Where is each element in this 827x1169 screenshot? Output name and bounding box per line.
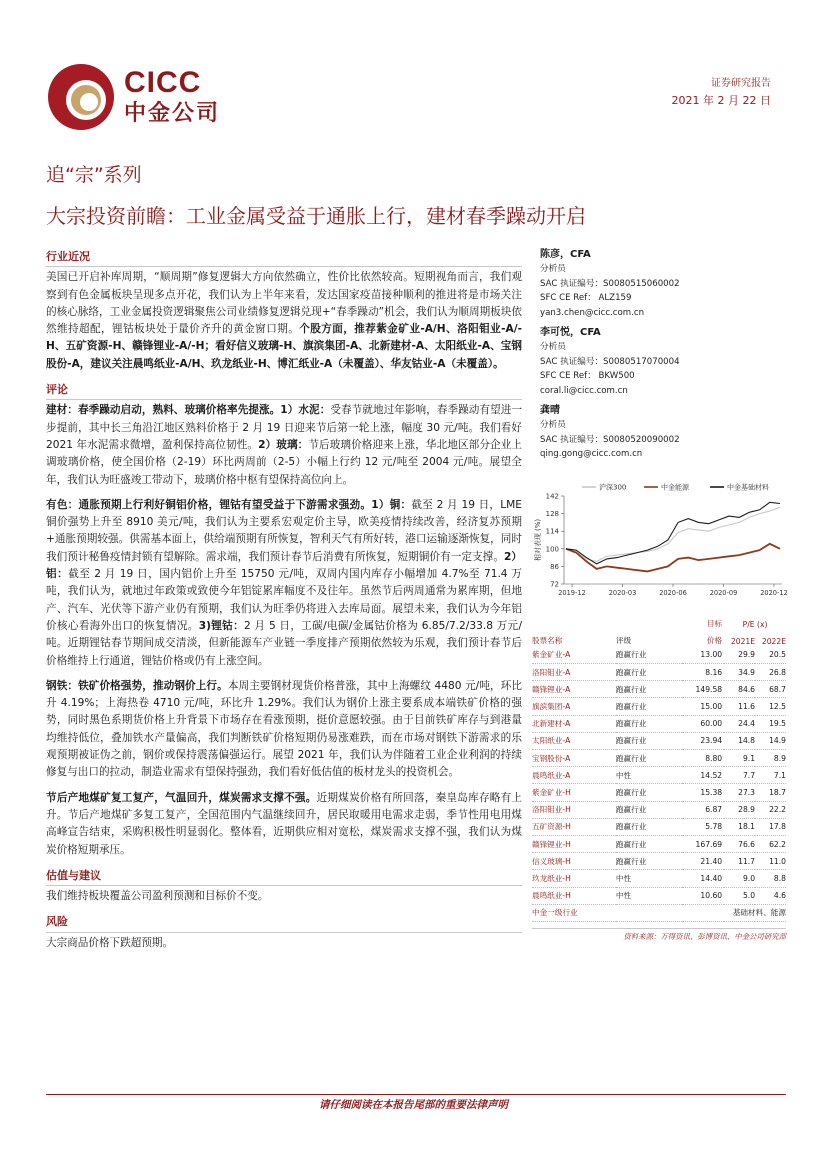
table-row	[532, 887, 786, 904]
table-row	[532, 835, 786, 852]
building-bold-2: 2）玻璃：	[258, 438, 309, 451]
stock-pe-2022: 14.9	[769, 736, 786, 746]
stock-pe-2022: 19.5	[769, 719, 786, 729]
stock-target: 8.16	[705, 667, 723, 677]
document-type: 证券研究报告	[711, 78, 771, 89]
table-row	[532, 818, 786, 835]
stock-target: 15.00	[700, 702, 723, 712]
building-text-2: 节后玻璃价格迎来上涨，华北地区部分企业上调玻璃价格，使全国价格（2-19）环比两周前（2-5）小幅上行约 12 元/吨至 2004 元/吨。展望全年，我们认为旺盛竣工带动下，玻璃价格中枢有望保持高位向上。	[46, 438, 523, 486]
analyst-role: 分析员	[540, 264, 566, 274]
building-text-1: 受春节就地过年影响，春季躁动有望进一步提前，其中长三角沿江地区熟料价格于 2 月 19 日迎来节后第一轮上涨，幅度 30 元/吨。我们看好 2021 年水泥需求微增，盈利保持高位韧性。	[46, 404, 522, 451]
table-row	[532, 646, 786, 663]
stock-pe-2021: 84.6	[738, 684, 756, 694]
stock-name: 北新建材-A	[532, 719, 571, 729]
stock-pe-2022: 26.8	[769, 667, 786, 677]
stock-pe-2022: 8.8	[773, 873, 786, 883]
coal-paragraph	[46, 790, 522, 859]
stock-table-body	[532, 646, 786, 921]
stock-name: 信义玻璃-H	[532, 856, 571, 866]
relative-performance-chart	[532, 478, 790, 600]
stock-rating: 跑赢行业	[615, 650, 647, 660]
stock-name: 晨鸣纸业-A	[532, 770, 571, 780]
sector-label: 中金一级行业	[532, 908, 578, 918]
brand-name-en: CICC	[124, 66, 202, 99]
analyst-role: 分析员	[540, 420, 566, 430]
stock-pe-2021: 9.1	[742, 753, 756, 763]
table-row	[532, 715, 786, 732]
stock-rating: 跑赢行业	[615, 753, 647, 763]
table-row	[532, 664, 786, 681]
stock-pe-2021: 5.0	[742, 891, 756, 901]
chart-y-tick-label: 142	[545, 492, 559, 501]
metals-bold-2: 2）铝：	[46, 550, 523, 581]
stock-rating: 跑赢行业	[615, 822, 647, 832]
metals-text-2: 截至 2 月 19 日，国内铝价上升至 15750 元/吨，双周内国内库存小幅增加 4.7%至 71.4 万吨，我们认为，就地过年政策或致使今年铝锭累库幅度不及往年。虽然节后两周通常为累库期，但地产、汽车、光伏等下游产业仍有预期，我们认为旺季仍将进入去库局面。展望未来，我们认为今年铝价核心看海外出口的恢复情况。	[46, 568, 523, 632]
stock-name: 洛阳钼业-A	[532, 667, 571, 677]
table-source: 资料来源：万得资讯、彭博资讯、中金公司研究部	[532, 928, 786, 942]
col-header-pe-2022: 2022E	[761, 637, 786, 647]
legal-disclaimer-note: 请仔细阅读在本报告尾部的重要法律声明	[319, 1099, 508, 1111]
sector-value: 基础材料、能源	[732, 908, 786, 918]
stock-pe-2021: 27.3	[738, 787, 756, 797]
stock-rating: 中性	[615, 873, 632, 883]
stock-target: 14.52	[700, 770, 723, 780]
stock-pe-2022: 8.9	[773, 753, 786, 763]
stock-name: 宝钢股份-A	[532, 753, 571, 763]
stock-target: 15.38	[700, 787, 723, 797]
stock-rating: 跑赢行业	[615, 787, 647, 797]
analyst-card	[540, 326, 786, 398]
stock-pe-2021: 14.8	[738, 736, 756, 746]
col-header-pe: P/E (x)	[742, 620, 768, 630]
stock-name: 玖龙纸业-H	[532, 873, 571, 883]
stock-pe-2022: 62.2	[769, 839, 786, 849]
stock-pe-2022: 4.6	[773, 891, 786, 901]
analyst-sfc: SFC CE Ref： BKW500	[540, 371, 635, 381]
stock-name: 洛阳钼业-H	[532, 805, 571, 815]
stock-target: 5.78	[705, 822, 723, 832]
chart-x-tick-label: 2020-03	[608, 589, 637, 597]
chart-series-line	[566, 502, 780, 564]
analyst-role: 分析员	[540, 342, 566, 352]
stock-rating: 跑赢行业	[615, 684, 647, 694]
section-heading-risk: 风险	[46, 913, 522, 932]
steel-bold: 钢铁：铁矿价格强势，推动钢价上行。	[46, 679, 228, 692]
stock-name: 旗滨集团-A	[532, 702, 571, 712]
table-row	[532, 698, 786, 715]
table-row	[532, 801, 786, 818]
stock-pe-2022: 7.1	[773, 770, 786, 780]
coal-text: 近期煤炭价格有所回落，秦皇岛库存略有上升。节后产地煤矿多复工复产，全国范围内气温继续回升，居民取暖用电需求走弱，季节性用电用煤高峰宣告结束，采购积极性明显弱化。整体看，近期供应相对宽松，煤炭需求支撑不强，我们认为煤炭价格短期承压。	[46, 791, 523, 856]
stock-rating: 跑赢行业	[615, 667, 647, 677]
chart-legend-label: 中金基础材料	[727, 483, 769, 492]
stock-pe-2022: 22.2	[769, 805, 786, 815]
cicc-logo	[46, 62, 116, 132]
stock-rating: 中性	[615, 891, 632, 901]
stock-target: 167.69	[695, 839, 723, 849]
chart-svg	[532, 478, 790, 600]
stock-name: 太阳纸业-A	[532, 736, 571, 746]
stock-pe-2021: 34.9	[738, 667, 756, 677]
col-header-blank	[532, 612, 616, 629]
chart-y-tick-label: 100	[545, 545, 559, 554]
chart-y-tick-label: 114	[545, 527, 559, 536]
stock-target: 149.58	[695, 684, 723, 694]
steel-paragraph	[46, 678, 522, 782]
stock-name: 赣锋锂业-H	[532, 839, 571, 849]
chart-legend-label: 沪深300	[599, 483, 627, 492]
analyst-name: 李可悦，CFA	[540, 327, 601, 338]
building-bold-1: 建材：春季躁动启动，熟料、玻璃价格率先提涨。1）水泥：	[46, 404, 331, 417]
section-heading-overview: 行业近况	[46, 248, 522, 267]
metals-text-1: 截至 2 月 19 日，LME 铜价强势上升至 8910 美元/吨，我们认为主要系宏观定价主导，欧美疫情持续改善，经济复苏预期+通胀预期较强。供需基本面上，供给端预期有所恢复，智利天气有所好转，港口运输逐渐恢复，同时我们预计秘鲁疫情封锁有望解除。需求端，我们预计春节后消费有所恢复，短期铜价有一定支撑。	[46, 498, 522, 563]
analyst-sidebar	[540, 248, 786, 468]
section-heading-valuation: 估值与建议	[46, 867, 522, 886]
analyst-sac: SAC 执证编号：S0080515060002	[540, 278, 680, 289]
coal-bold: 节后产地煤矿复工复产，气温回升，煤炭需求支撑不强。	[46, 791, 317, 804]
footer-divider	[46, 1094, 786, 1095]
section-heading-comment: 评论	[46, 381, 522, 400]
metals-text-3: 2 月 5 日，工碳/电碳/金属钴价格为 6.85/7.2/33.8 万元/吨。近期锂钴春节期间成交清淡，但新能源车产业链一季度排产预期依然较为乐观，我们预计春节后价格维持上行通道，锂钴价格或仍有上涨空间。	[46, 619, 523, 667]
sector-row	[532, 904, 786, 921]
main-column	[46, 248, 522, 960]
chart-legend-label: 中金能源	[661, 483, 689, 492]
chart-y-tick-label: 86	[550, 562, 559, 571]
stock-name: 五矿资源-H	[532, 822, 571, 832]
steel-text: 本周主要钢材现货价格普涨，其中上海螺纹 4480 元/吨，环比升 4.19%；上海热卷 4710 元/吨，环比升 1.29%。我们认为钢价上涨主要系成本端铁矿价格的强势，同时黑色系期货价格上升背景下市场存在看涨预期，挺价意愿较强。由于目前铁矿库存与到港量均维持低位，叠加铁水产量偏高，我们判断铁矿价格短期仍易涨难跌，而在市场对钢铁下游需求的乐观预期被证伪之前，钢价或保持震荡偏强运行。展望 2021 年，我们认为伴随着工业企业利润的持续修复与出口的拉动，制造业需求有望保持强劲，我们看好低估值的板材龙头的投资机会。	[46, 679, 522, 779]
stock-pe-2021: 18.1	[738, 822, 756, 832]
risk-text: 大宗商品价格下跌超预期。	[46, 936, 174, 949]
metals-paragraph	[46, 497, 522, 670]
chart-y-tick-label: 128	[545, 510, 559, 519]
col-header-pe-2021: 2021E	[730, 637, 756, 647]
chart-x-tick-label: 2020-12	[760, 589, 788, 597]
stock-name: 赣锋锂业-A	[532, 684, 571, 694]
stock-pe-2021: 7.7	[742, 770, 756, 780]
valuation-text: 我们维持板块覆盖公司盈利预测和目标价不变。	[46, 890, 269, 903]
analyst-sac: SAC 执证编号：S0080520090002	[540, 434, 680, 445]
stock-pe-2022: 11.0	[769, 856, 786, 866]
stock-coverage-table	[532, 612, 786, 922]
chart-series-line	[566, 544, 780, 572]
stock-pe-2021: 11.6	[738, 702, 756, 712]
col-header-target-top: 目标	[706, 619, 723, 629]
stock-name: 紫金矿业-H	[532, 787, 571, 797]
building-materials-paragraph	[46, 402, 522, 488]
stock-rating: 跑赢行业	[615, 719, 647, 729]
overview-paragraph	[46, 269, 522, 373]
table-header-row	[532, 629, 786, 646]
analyst-card	[540, 248, 786, 320]
stock-rating: 跑赢行业	[615, 702, 647, 712]
stock-pe-2021: 24.4	[738, 719, 756, 729]
stock-pe-2021: 76.6	[738, 839, 756, 849]
stock-pe-2021: 9.0	[742, 873, 756, 883]
table-row	[532, 853, 786, 870]
analyst-email[interactable]: yan3.chen@cicc.com.cn	[540, 307, 645, 318]
stock-pe-2021: 29.9	[738, 650, 756, 660]
analyst-card	[540, 404, 786, 462]
stock-target: 10.60	[700, 891, 723, 901]
stock-rating: 跑赢行业	[615, 839, 647, 849]
metals-bold-3: 3)锂钴：	[198, 619, 244, 632]
stock-target: 6.87	[705, 805, 723, 815]
chart-y-label: 相对表现 (%)	[534, 518, 542, 562]
stock-pe-2022: 18.7	[769, 787, 786, 797]
report-date: 2021 年 2 月 22 日	[671, 94, 771, 107]
stock-rating: 跑赢行业	[615, 736, 647, 746]
analyst-name: 龚晴	[540, 405, 560, 416]
stock-target: 60.00	[700, 719, 723, 729]
stock-target: 14.40	[700, 873, 723, 883]
stock-rating: 中性	[615, 770, 632, 780]
stock-pe-2022: 20.5	[769, 650, 786, 660]
report-title: 大宗投资前瞻：工业金属受益于通胀上行，建材春季躁动开启	[46, 204, 586, 228]
col-header-blank	[616, 612, 682, 629]
stock-pe-2022: 68.7	[769, 684, 786, 694]
stock-target: 23.94	[700, 736, 723, 746]
chart-x-tick-label: 2020-06	[659, 589, 687, 597]
analyst-email[interactable]: qing.gong@cicc.com.cn	[540, 449, 643, 459]
stock-target: 13.00	[700, 650, 723, 660]
table-header-row-top	[532, 612, 786, 629]
col-header-rating: 评级	[615, 636, 632, 646]
chart-x-tick-label: 2020-09	[709, 589, 738, 597]
stock-pe-2021: 28.9	[738, 805, 756, 815]
table-row	[532, 870, 786, 887]
chart-x-tick-label: 2019-12	[558, 589, 586, 597]
stock-pe-2022: 12.5	[769, 702, 786, 712]
stock-name: 紫金矿业-A	[532, 650, 571, 660]
chart-y-tick-label: 72	[550, 580, 559, 589]
table-row	[532, 681, 786, 698]
col-header-target-bottom: 价格	[706, 636, 723, 646]
brand-name-cn: 中金公司	[124, 101, 221, 126]
stock-rating: 跑赢行业	[615, 856, 647, 866]
stock-pe-2022: 17.8	[769, 822, 786, 832]
analyst-email[interactable]: coral.li@cicc.com.cn	[540, 385, 628, 396]
col-header-name: 股票名称	[532, 636, 563, 646]
stock-target: 21.40	[700, 856, 723, 866]
stock-name: 晨鸣纸业-H	[532, 891, 571, 901]
analyst-sac: SAC 执证编号：S0080517070004	[540, 356, 680, 367]
analyst-name: 陈彦，CFA	[540, 249, 591, 260]
table-row	[532, 750, 786, 767]
table-row	[532, 784, 786, 801]
sector-blank	[616, 904, 682, 921]
series-name: 追“宗”系列	[46, 164, 142, 186]
analyst-sfc: SFC CE Ref： ALZ159	[540, 293, 632, 303]
stock-rating: 跑赢行业	[615, 805, 647, 815]
overview-text: 美国已开启补库周期，“顺周期”修复逻辑大方向依然确立，性价比依然较高。短期视角而言，我们观察到有色金属板块呈现多点开花，我们认为上半年来看，发达国家疫苗接种顺利的推进将是市场关注的核心脉络，工业金属投资逻辑聚焦公司业绩修复逻辑兑现+“春季躁动”机会，我们认为顺周期板块依然维持超配，锂钴板块处于量价齐升的黄金窗口期。	[46, 271, 522, 336]
overview-stock-picks: 个股方面，推荐紫金矿业-A/H、洛阳钼业-A/-H、五矿资源-H、赣锋锂业-A/-H；看好信义玻璃-H、旗滨集团-A、北新建材-A、太阳纸业-A、宝钢股份-A，建议关注晨鸣纸业-A/H、玖龙纸业-H、博汇纸业-A（未覆盖）、华友钴业-A（未覆盖）。	[46, 323, 522, 370]
stock-pe-2021: 11.7	[738, 856, 756, 866]
stock-target: 8.80	[705, 753, 723, 763]
metals-bold-1: 有色：通胀预期上行利好铜铝价格，锂钴有望受益于下游需求强劲。1）铜：	[46, 498, 412, 511]
table-row	[532, 767, 786, 784]
table-row	[532, 732, 786, 749]
